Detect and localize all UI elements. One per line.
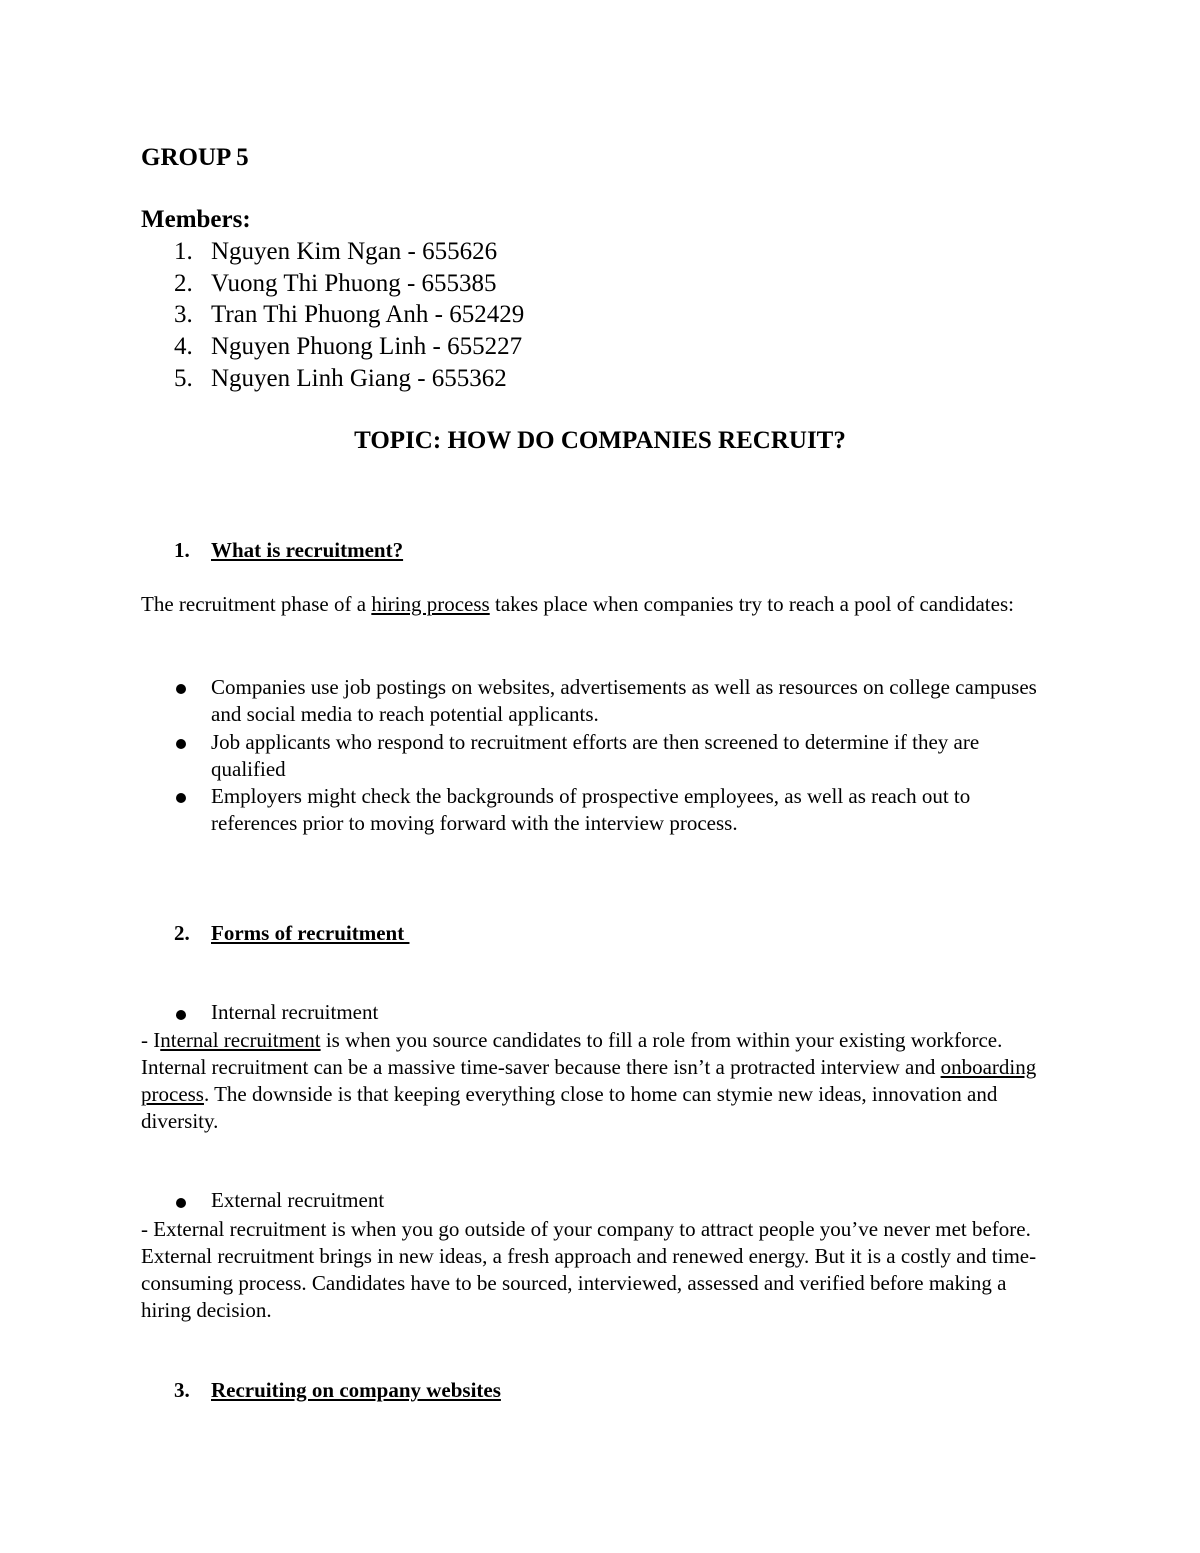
group-title: GROUP 5 [141,144,249,171]
intro-text: takes place when companies try to reach a pool of candidates: [489,592,1014,616]
member-number: 5. [174,365,193,392]
external-recruitment-heading: External recruitment [211,1188,385,1212]
member-number: 3. [174,301,193,328]
member-number: 1. [174,238,193,265]
section1-intro [141,591,1051,618]
member-item: Nguyen Linh Giang - 655362 [211,365,507,392]
list-item: Job applicants who respond to recruitment efforts are then screened to determine if they are qualified [211,730,980,781]
list-item: Companies use job postings on websites, advertisements as well as resources on college campuses and social media to reach potential applicants. [211,675,1037,726]
member-item: Nguyen Kim Ngan - 655626 [211,238,498,265]
section-number: 3. [174,1378,190,1402]
bullet-icon [176,1010,186,1020]
members-label: Members: [141,206,251,233]
body-text: is when you source candidates to fill a role from within your existing workforce. Internal recruitment can be a massive time-saver because there isn’t a protracted interview and [141,1028,1003,1079]
section-heading-what-is-recruitment: What is recruitment? [211,538,404,562]
section-heading-forms-of-recruitment: Forms of recruitment [211,921,410,945]
external-recruitment-body: - External recruitment is when you go outside of your company to attract people you’ve never met before. External recruitment brings in new ideas, a fresh approach and renewed energy. But it is a costly and time-consuming process. Candidates have to be sourced, interviewed, assessed and verified before making a hiring decision. [141,1217,1037,1322]
member-number: 4. [174,333,193,360]
topic-heading: TOPIC: HOW DO COMPANIES RECRUIT? [354,427,846,454]
section-number: 1. [174,538,190,562]
bullet-icon [176,1198,186,1208]
bullet-icon [176,739,186,749]
internal-recruitment-heading: Internal recruitment [211,1000,379,1024]
member-item: Nguyen Phuong Linh - 655227 [211,333,523,360]
member-number: 2. [174,270,193,297]
internal-recruitment-body [141,1027,1051,1135]
body-text: - I [141,1028,161,1052]
section-number: 2. [174,921,190,945]
hiring-process-link[interactable]: hiring process [371,592,490,616]
section-heading-recruiting-on-company-websites: Recruiting on company websites [211,1378,501,1402]
body-text: . The downside is that keeping everything close to home can stymie new ideas, innovation and diversity. [141,1082,998,1133]
intro-text: The recruitment phase of a [141,592,372,616]
bullet-icon [176,684,186,694]
member-item: Vuong Thi Phuong - 655385 [211,270,497,297]
member-item: Tran Thi Phuong Anh - 652429 [211,301,525,328]
onboarding-process-link[interactable]: onboarding process [141,1055,1037,1106]
internal-recruitment-link[interactable]: nternal recruitment [160,1028,321,1052]
list-item: Employers might check the backgrounds of prospective employees, as well as reach out to references prior to moving forward with the interview process. [211,784,971,835]
bullet-icon [176,793,186,803]
